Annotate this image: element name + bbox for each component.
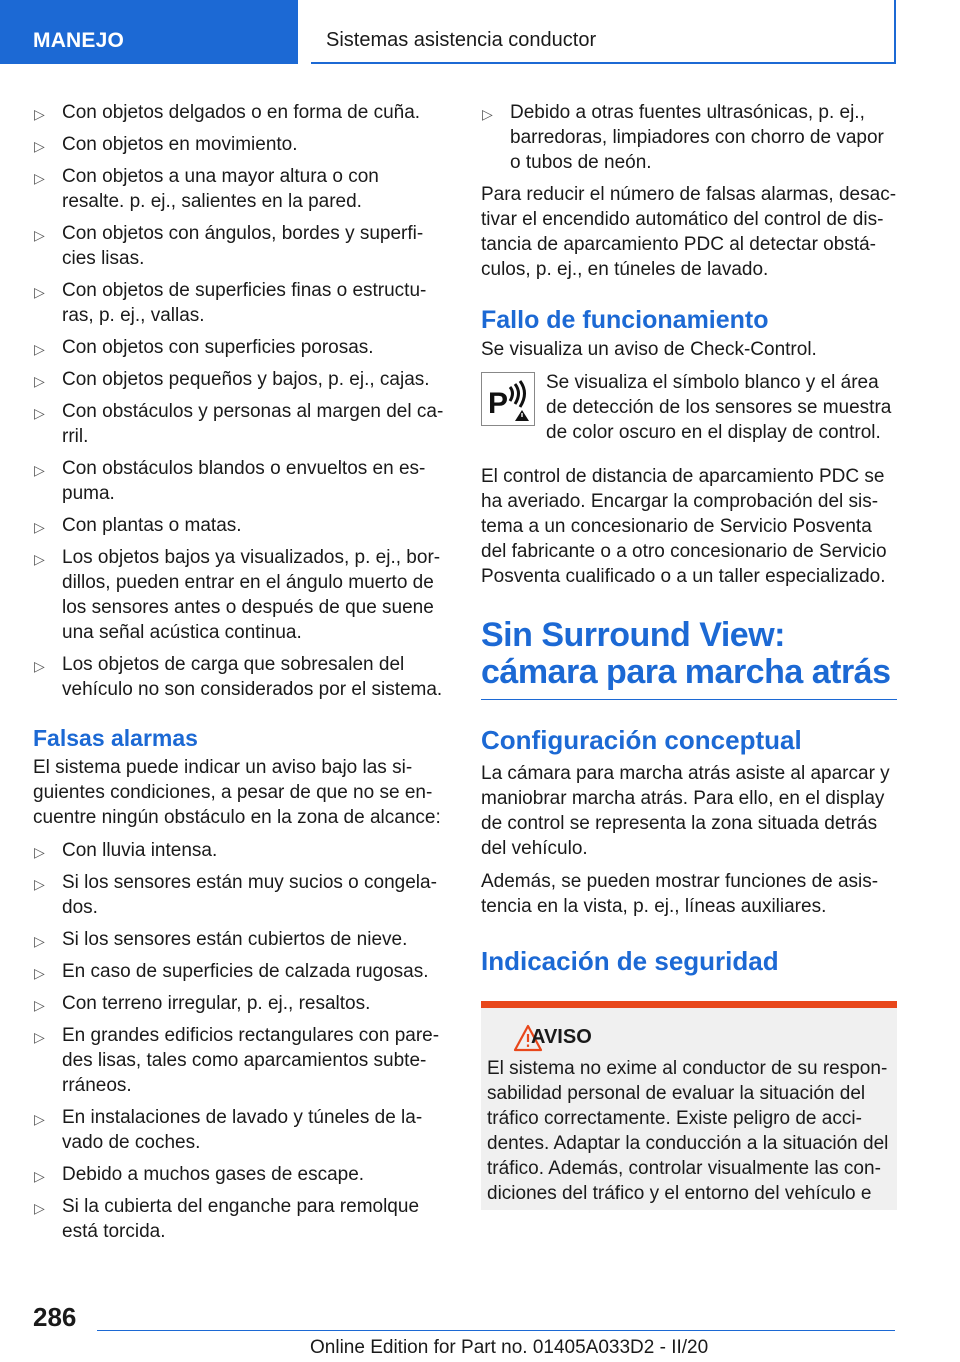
edition-note: Online Edition for Part no. 01405A033D2 - II/20 <box>310 1337 709 1358</box>
list-item-text: Con objetos con ángulos, bordes y superficies lisas. <box>62 223 424 269</box>
list-item-text: Debido a muchos gases de escape. <box>62 1164 365 1185</box>
ultrasonic-sources-list <box>481 100 897 175</box>
list-item-text: En grandes edificios rectangulares con paredes lisas, tales como aparcamientos subterráneos. <box>62 1025 440 1096</box>
triangle-right-icon: ▷ <box>34 844 45 860</box>
triangle-right-icon: ▷ <box>34 1111 45 1127</box>
triangle-right-icon: ▷ <box>34 933 45 949</box>
warning-text: El sistema no exime al conductor de su responsabilidad personal de evaluar la situación del tráfico correctamente. Existe peligro de accidentes. Adaptar la conducción a la situación del tráfico. Además, controlar visualmente las condiciones del tráfico y el entorno del vehículo e <box>487 1058 889 1204</box>
triangle-right-icon: ▷ <box>34 405 45 421</box>
list-item-text: Con objetos pequeños y bajos, p. ej., cajas. <box>62 369 430 390</box>
svg-text:P: P <box>488 387 509 420</box>
list-item <box>33 991 445 1016</box>
list-item-text: Con objetos con superficies porosas. <box>62 337 374 358</box>
page-number: 286 <box>33 1302 77 1332</box>
list-item <box>33 870 445 920</box>
triangle-right-icon: ▷ <box>34 138 45 154</box>
header-section-label: MANEJO <box>33 29 125 52</box>
list-item-text: En instalaciones de lavado y túneles de lavado de coches. <box>62 1107 423 1153</box>
parking-sensor-icon <box>481 372 535 426</box>
triangle-right-icon: ▷ <box>34 1029 45 1045</box>
falsas-alarmas-heading: Falsas alarmas <box>33 725 198 751</box>
list-item-text: Con objetos a una mayor altura o con resalte. p. ej., salientes en la pared. <box>62 166 379 212</box>
warning-box <box>481 1001 897 1210</box>
triangle-right-icon: ▷ <box>34 551 45 567</box>
list-item-text: Los objetos bajos ya visualizados, p. ej., bordillos, pueden entrar en el ángulo muerto de los sensores antes o después de que suene una señal acústica continua. <box>62 547 441 643</box>
config-heading: Configuración conceptual <box>481 725 802 755</box>
triangle-right-icon: ▷ <box>34 1200 45 1216</box>
object-limits-list <box>33 100 445 702</box>
triangle-right-icon: ▷ <box>34 106 45 122</box>
list-item-text: Con lluvia intensa. <box>62 840 218 861</box>
header-section-tab <box>0 0 298 64</box>
list-item <box>33 959 445 984</box>
list-item-text: Con obstáculos y personas al margen del carril. <box>62 401 444 447</box>
triangle-right-icon: ▷ <box>34 876 45 892</box>
triangle-right-icon: ▷ <box>34 997 45 1013</box>
triangle-right-icon: ▷ <box>34 658 45 674</box>
fallo-text: Se visualiza un aviso de Check-Control. <box>481 339 817 360</box>
config-text-1: La cámara para marcha atrás asiste al aparcar y maniobrar marcha atrás. Para ello, en el display de control se representa la zona situada detrás del vehículo. <box>481 763 890 859</box>
list-item <box>33 545 445 645</box>
list-item <box>33 652 445 702</box>
list-item-text: Si la cubierta del enganche para remolque está torcida. <box>62 1196 420 1242</box>
list-item-text: Con objetos en movimiento. <box>62 134 298 155</box>
triangle-right-icon: ▷ <box>34 519 45 535</box>
triangle-right-icon: ▷ <box>34 965 45 981</box>
list-item-text: Con obstáculos blandos o envueltos en espuma. <box>62 458 426 504</box>
triangle-right-icon: ▷ <box>34 227 45 243</box>
falsas-alarmas-text: El sistema puede indicar un aviso bajo las siguientes condiciones, a pesar de que no se encuentre ningún obstáculo en la zona de alcance: <box>33 757 441 828</box>
list-item <box>33 927 445 952</box>
list-item <box>33 132 445 157</box>
list-item-text: Con objetos delgados o en forma de cuña. <box>62 102 421 123</box>
triangle-right-icon: ▷ <box>34 284 45 300</box>
surround-view-title: Sin Surround View: cámara para marcha atrás <box>481 617 897 700</box>
list-item <box>33 335 445 360</box>
list-item <box>33 513 445 538</box>
symbol-description: Se visualiza el símbolo blanco y el área de detección de los sensores se muestra de color oscuro en el display de control. <box>546 372 892 443</box>
warning-header <box>487 1024 891 1054</box>
list-item <box>33 399 445 449</box>
triangle-right-icon: ▷ <box>34 341 45 357</box>
left-column <box>33 100 445 1251</box>
list-item <box>33 1023 445 1098</box>
triangle-right-icon: ▷ <box>34 170 45 186</box>
seguridad-heading: Indicación de seguridad <box>481 946 779 976</box>
footer-divider <box>97 1330 895 1331</box>
reduce-alarms-text: Para reducir el número de falsas alarmas, desactivar el encendido automático del control de distancia de aparcamiento PDC al detectar obstáculos, p. ej., en túneles de lavado. <box>481 184 897 280</box>
list-item <box>33 278 445 328</box>
triangle-right-icon: ▷ <box>482 106 493 122</box>
list-item <box>33 367 445 392</box>
header-chapter-box <box>311 0 896 64</box>
list-item <box>33 100 445 125</box>
list-item <box>33 838 445 863</box>
list-item-text: Con plantas o matas. <box>62 515 242 536</box>
config-text-2: Además, se pueden mostrar funciones de asistencia en la vista, p. ej., líneas auxiliares. <box>481 871 879 917</box>
list-item <box>33 1105 445 1155</box>
false-alarm-conditions-list <box>33 838 445 1244</box>
averiado-text: El control de distancia de aparcamiento PDC se ha averiado. Encargar la comprobación del sistema a un concesionario de Servicio Posventa del fabricante o a otro concesionario de Servicio Posventa cualificado o a un taller especializado. <box>481 466 887 587</box>
symbol-row <box>481 370 897 450</box>
list-item <box>33 456 445 506</box>
right-column <box>481 100 897 1210</box>
list-item-text: Debido a otras fuentes ultrasónicas, p. ej., barredoras, limpiadores con chorro de vapor o tubos de neón. <box>510 102 884 173</box>
list-item <box>481 100 897 175</box>
triangle-right-icon: ▷ <box>34 373 45 389</box>
list-item <box>33 164 445 214</box>
triangle-right-icon: ▷ <box>34 1168 45 1184</box>
list-item-text: En caso de superficies de calzada rugosas. <box>62 961 429 982</box>
triangle-right-icon: ▷ <box>34 462 45 478</box>
header-chapter-label: Sistemas asistencia conductor <box>326 29 597 51</box>
list-item <box>33 1162 445 1187</box>
fallo-heading: Fallo de funcionamiento <box>481 306 769 334</box>
list-item-text: Los objetos de carga que sobresalen del vehículo no son considerados por el sistema. <box>62 654 443 700</box>
warning-label: AVISO <box>531 1026 592 1048</box>
list-item-text: Con objetos de superficies finas o estructuras, p. ej., vallas. <box>62 280 427 326</box>
list-item-text: Si los sensores están cubiertos de nieve. <box>62 929 408 950</box>
list-item-text: Si los sensores están muy sucios o congelados. <box>62 872 437 918</box>
list-item-text: Con terreno irregular, p. ej., resaltos. <box>62 993 371 1014</box>
list-item <box>33 221 445 271</box>
list-item <box>33 1194 445 1244</box>
